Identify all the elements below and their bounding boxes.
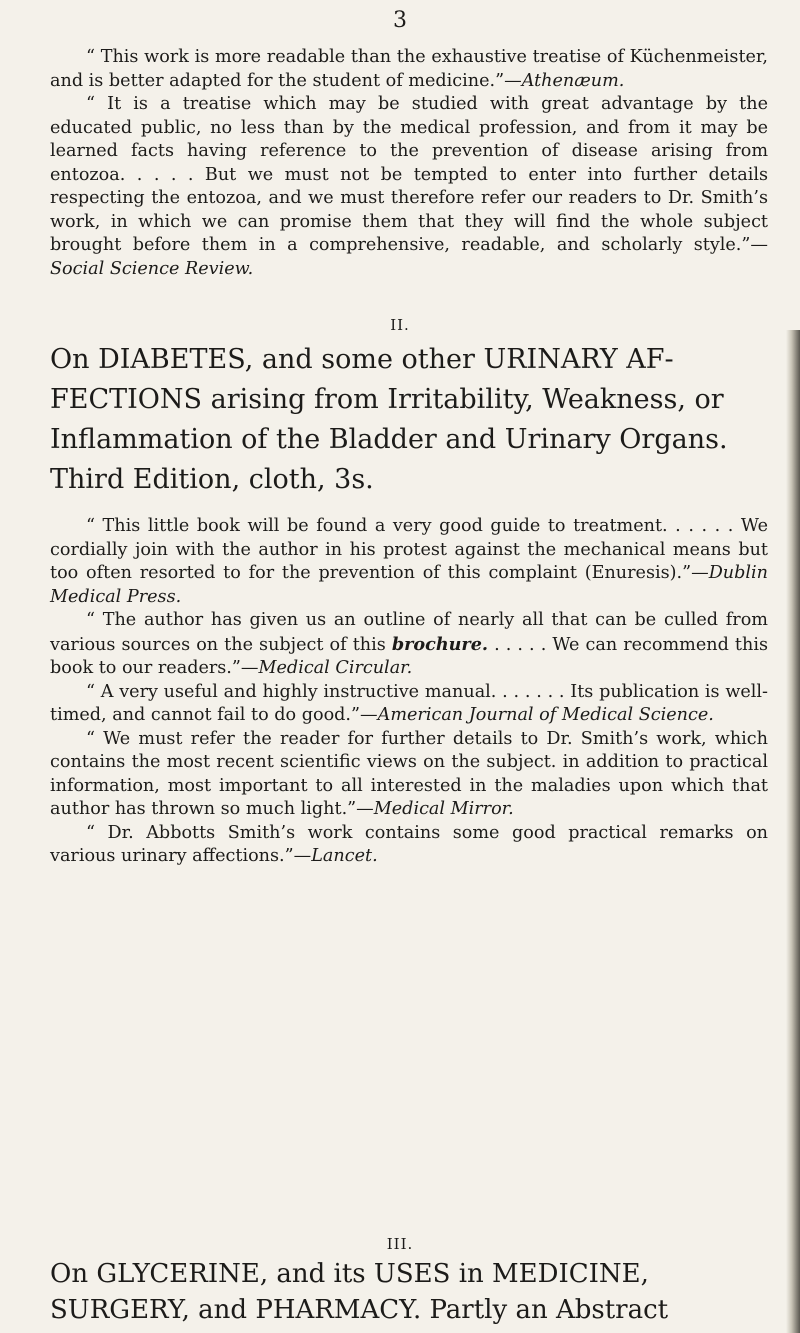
review-medical-mirror	[50, 728, 774, 822]
review-social-science	[50, 93, 774, 281]
review-lancet	[50, 822, 774, 869]
review-text: “ The author has given us an outline of nearly all that can be culled from various sources on the subject of this	[50, 610, 774, 655]
review-source: Athenæum.	[521, 70, 625, 91]
section-heading-diabetes: On DIABETES, and some other URINARY AFFECTIONS arising from Irritability, Weakness, or Inflammation of the Bladder and Urinary Organs. Third Edition, cloth, 3s.	[50, 344, 728, 495]
review-medical-circular	[50, 609, 774, 681]
review-source: Medical Mirror.	[373, 799, 514, 819]
review-text: “ Dr. Abbotts Smith’s work contains some good practical remarks on various urinary affections.”—	[50, 822, 774, 866]
review-source: Social Science Review.	[50, 258, 254, 279]
reviews-block-2	[50, 515, 774, 869]
review-source: Lancet.	[311, 846, 378, 866]
review-dublin	[50, 515, 774, 609]
review-source: Dublin Medical Press.	[50, 563, 768, 607]
review-source: American Journal of Medical Science.	[377, 705, 714, 725]
reviews-block-1	[50, 46, 774, 281]
review-emphasis: brochure.	[391, 633, 489, 655]
section-numeral-2: II.	[390, 316, 410, 334]
page-number: 3	[393, 8, 407, 33]
review-source: Medical Circular.	[258, 658, 413, 678]
review-text: “ It is a treatise which may be studied with great advantage by the educated public, no less than by the medical profession, and from it may be learned facts having reference to the prevention of disease arising from entozoa. . . . . But we must not be tempted to enter into further details respecting the entozoa, and we must therefore refer our readers to Dr. Smith’s work, in which we can promise them that they will find the whole subject brought before them in a comprehensive, readable, and scholarly style.”—	[50, 94, 774, 255]
review-text: “ We must refer the reader for further details to Dr. Smith’s work, which contains the most recent scientific views on the subject. in addition to practical information, most important to all interested in the maladies upon which that author has thrown so much light.”—	[50, 728, 774, 819]
review-text: “ A very useful and highly instructive manual. . . . . . . Its publication is well-timed, and cannot fail to do good.”—	[50, 681, 768, 725]
review-text: “ This little book will be found a very good guide to treatment. . . . . . We cordially join with the author in his protest against the mechanical means but too often resorted to for the prevention of this complaint (Enuresis).”—	[50, 516, 774, 583]
section-heading-glycerine: On GLYCERINE, and its USES in MEDICINE, SURGERY, and PHARMACY. Partly an Abstract	[50, 1259, 669, 1325]
review-text: “ This work is more readable than the exhaustive treatise of Küchenmeister, and is better adapted for the student of medicine.”—	[50, 47, 774, 91]
review-text: . . . . . We can recommend this book to our readers.”—	[50, 634, 774, 678]
page-edge-shadow	[786, 330, 800, 1333]
review-american-journal	[50, 681, 768, 728]
review-athenaeum	[50, 46, 774, 93]
section-numeral-3: III.	[386, 1235, 414, 1253]
